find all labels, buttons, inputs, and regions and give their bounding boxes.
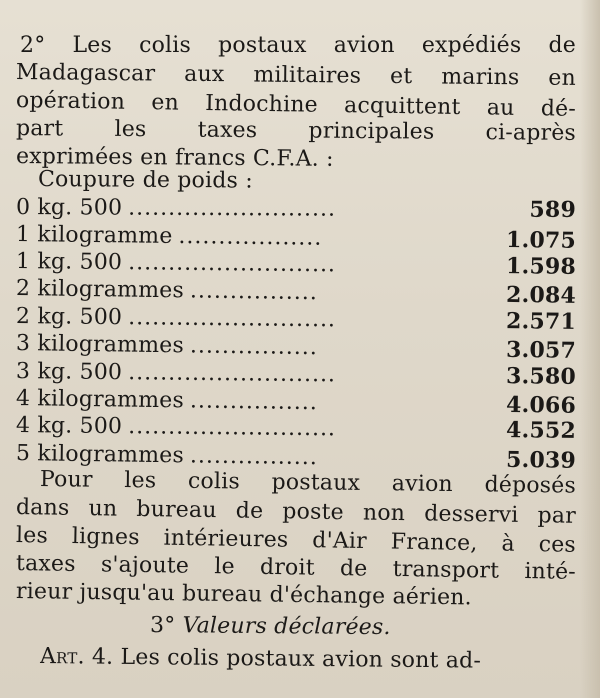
leader-dots: .......................... — [128, 305, 337, 333]
article-text: Les colis postaux avion sont ad- — [120, 644, 482, 674]
weight-label: 1 kilogramme — [15, 222, 173, 249]
intro-line-4: part les taxes principales ci-après — [15, 116, 577, 146]
price-value: 4.552 — [505, 417, 577, 444]
weight-label: 0 kg. 500 — [15, 195, 123, 221]
note-line-2: dans un bureau de poste non desservi par — [15, 495, 577, 529]
leader-dots: ................ — [189, 333, 319, 361]
leader-dots: ................ — [189, 443, 319, 471]
intro-line-3: opération en Indochine acquittent au dé- — [15, 88, 577, 122]
price-value: 2.571 — [505, 308, 577, 335]
article-line — [40, 643, 576, 676]
weight-label: 4 kilogrammes — [15, 386, 185, 414]
leader-dots: .......................... — [128, 250, 337, 278]
price-value: 3.580 — [505, 363, 577, 390]
price-value: 1.598 — [505, 253, 577, 280]
note-line-3: les lignes intérieures d'Air France, à ces — [15, 523, 577, 558]
leader-dots: .......................... — [128, 195, 337, 222]
intro-line-2: Madagascar aux militaires et marins en — [15, 60, 577, 91]
table-row — [16, 194, 576, 224]
section-heading — [150, 612, 470, 642]
price-value: 5.039 — [505, 446, 577, 474]
weight-label: 2 kilogrammes — [15, 276, 185, 304]
weight-label: 5 kilogrammes — [15, 441, 185, 469]
leader-dots: ................ — [189, 278, 319, 306]
leader-dots: .................. — [178, 223, 323, 251]
weight-label: 3 kilogrammes — [15, 331, 185, 359]
table-row — [16, 412, 576, 445]
weight-label: 4 kg. 500 — [15, 413, 123, 440]
weight-label: 1 kg. 500 — [15, 249, 123, 276]
section-title: Valeurs déclarées. — [182, 613, 391, 641]
price-value: 3.057 — [505, 336, 577, 364]
weight-label: 3 kg. 500 — [15, 359, 123, 386]
page-edge-shadow — [580, 0, 600, 698]
intro-line-1: 2° Les colis postaux avion expédiés de — [20, 33, 576, 58]
leader-dots: ................ — [189, 388, 319, 416]
price-value: 2.084 — [505, 281, 577, 309]
article-label: Art. 4. — [39, 644, 114, 670]
price-value: 4.066 — [505, 391, 577, 419]
intro-line-5: exprimées en francs C.F.A. : — [15, 144, 334, 172]
note-line-4: taxes s'ajoute le droit de transport inté- — [15, 551, 577, 585]
leader-dots: .......................... — [128, 360, 337, 388]
leader-dots: .......................... — [128, 414, 337, 442]
section-number: 3° — [149, 613, 176, 639]
note-line-1: Pour les colis postaux avion déposés — [39, 467, 577, 499]
price-value: 1.075 — [505, 226, 577, 254]
price-value: 589 — [529, 196, 577, 223]
weight-label: 2 kg. 500 — [15, 304, 123, 331]
note-line-5: rieur jusqu'au bureau d'échange aérien. — [15, 579, 473, 611]
table-heading: Coupure de poids : — [37, 167, 253, 194]
